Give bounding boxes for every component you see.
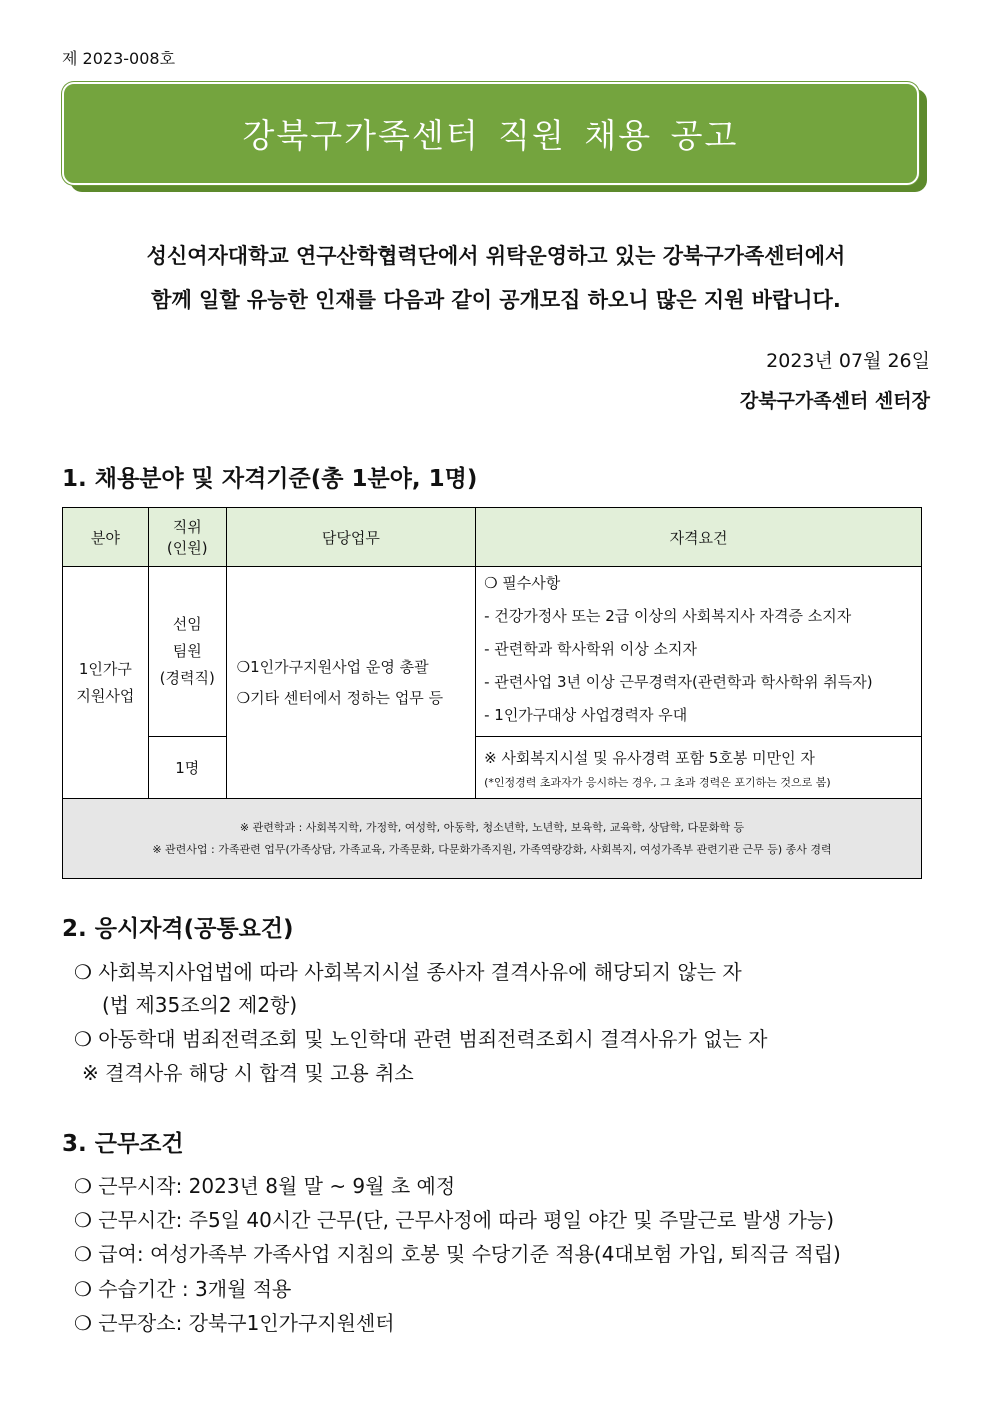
eligibility-item-1: ❍ 사회복지사업법에 따라 사회복지시설 종사자 결격사유에 해당되지 않는 자	[74, 960, 742, 984]
header-requirements: 자격요건	[476, 508, 922, 567]
header-position-line-2: (인원)	[166, 539, 208, 557]
position-line-1: 선임	[172, 615, 202, 633]
requirements-cell	[476, 567, 922, 737]
section-2-title: 2. 응시자격(공통요건)	[62, 916, 294, 942]
position-cell	[148, 567, 226, 737]
signer: 강북구가족센터 센터장	[739, 390, 930, 412]
condition-start: ❍ 근무시작: 2023년 8월 말 ~ 9월 초 예정	[74, 1174, 456, 1198]
header-duty: 담당업무	[226, 508, 475, 567]
extra-requirement-main: ※ 사회복지시설 및 유사경력 포함 5호봉 미만인 자	[484, 748, 815, 767]
section-1-title: 1. 채용분야 및 자격기준(총 1분야, 1명)	[62, 466, 478, 492]
recruitment-table	[62, 507, 922, 879]
notes-cell	[63, 799, 922, 879]
position-line-3: (경력직)	[159, 669, 215, 687]
table-row	[63, 567, 922, 737]
position-line-2: 팀원	[172, 642, 202, 660]
note-related-majors: ※ 관련학과 : 사회복지학, 가정학, 여성학, 아동학, 청소년학, 노년학, 보육학, 교육학, 상담학, 다문화학 등	[239, 820, 745, 834]
requirement-item: ❍ 필수사항	[484, 574, 561, 592]
requirement-item: - 건강가정사 또는 2급 이상의 사회복지사 자격증 소지자	[484, 607, 852, 625]
duty-line-2: ❍기타 센터에서 정하는 업무 등	[236, 688, 444, 707]
condition-location: ❍ 근무장소: 강북구1인가구지원센터	[74, 1311, 395, 1335]
field-cell	[63, 567, 149, 799]
announcement-date: 2023년 07월 26일	[766, 350, 930, 372]
intro-line-1: 성신여자대학교 연구산학협력단에서 위탁운영하고 있는 강북구가족센터에서	[146, 244, 846, 268]
note-related-work: ※ 관련사업 : 가족관련 업무(가족상담, 가족교육, 가족문화, 다문화가족지원, 가족역량강화, 사회복지, 여성가족부 관련기관 근무 등) 종사 경력	[152, 842, 832, 856]
eligibility-item-2: ❍ 아동학대 범죄전력조회 및 노인학대 관련 범죄전력조회시 결격사유가 없는 자	[74, 1027, 768, 1051]
field-line-2: 지원사업	[76, 686, 135, 705]
duty-line-1: ❍1인가구지원사업 운영 총괄	[236, 657, 429, 676]
extra-requirement-sub: (*인정경력 초과자가 응시하는 경우, 그 초과 경력은 포기하는 것으로 봄)	[484, 775, 831, 789]
extra-requirement-cell	[476, 737, 922, 799]
document-number: 제 2023-008호	[62, 49, 176, 68]
eligibility-item-1-ref: (법 제35조의2 제2항)	[102, 993, 298, 1017]
table-header-row	[63, 508, 922, 567]
title-banner	[62, 82, 919, 185]
condition-probation: ❍ 수습기간 : 3개월 적용	[74, 1277, 292, 1301]
header-position-line-1: 직위	[172, 518, 202, 536]
condition-hours: ❍ 근무시간: 주5일 40시간 근무(단, 근무사정에 따라 평일 야간 및 주말근로 발생 가능)	[74, 1208, 835, 1232]
section-3-title: 3. 근무조건	[62, 1131, 184, 1157]
count-cell: 1명	[148, 737, 226, 799]
requirement-item: - 관련학과 학사학위 이상 소지자	[484, 640, 697, 658]
table-row	[63, 737, 922, 799]
field-line-1: 1인가구	[78, 659, 132, 678]
condition-salary: ❍ 급여: 여성가족부 가족사업 지침의 호봉 및 수당기준 적용(4대보험 가입, 퇴직금 적립)	[74, 1242, 841, 1266]
intro-line-2: 함께 일할 유능한 인재를 다음과 같이 공개모집 하오니 많은 지원 바랍니다.	[151, 288, 841, 312]
requirement-item: - 1인가구대상 사업경력자 우대	[484, 706, 688, 724]
notes-row	[63, 799, 922, 879]
duty-cell	[226, 567, 475, 799]
header-position	[148, 508, 226, 567]
requirement-item: - 관련사업 3년 이상 근무경력자(관련학과 학사학위 취득자)	[484, 673, 873, 691]
banner-title: 강북구가족센터 직원 채용 공고	[242, 116, 739, 155]
eligibility-note: ※ 결격사유 해당 시 합격 및 고용 취소	[82, 1061, 414, 1085]
header-field: 분야	[63, 508, 149, 567]
